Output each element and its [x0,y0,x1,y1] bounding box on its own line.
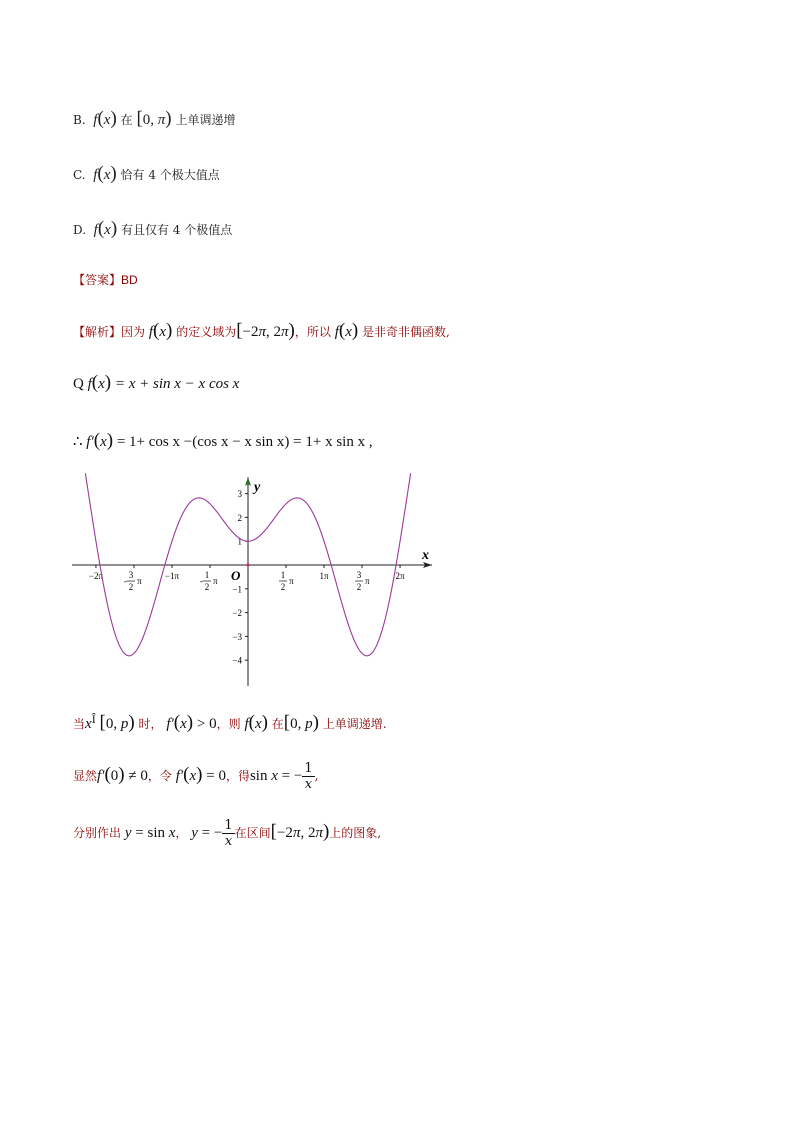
origin-point [246,563,249,566]
derivative-line: ∴ f′(x) = 1+ cos x −(cos x − x sin x) = 1+ x sin x , [73,430,373,451]
analysis-tag: 【解析】 [73,325,122,339]
fx-expr: f [93,112,98,128]
origin-label: O [231,568,241,583]
zero-condition-line: 显然f′(0) ≠ 0，令 f′(x) = 0，得sin x = − $\frac{1}{x}$ , [73,761,319,792]
y-tick-label: −3 [232,631,242,642]
draw-graphs-line: 分别作出 y = sin x， y = − $\frac{1}{x}$ 在区间[−2π, 2π)上的图象, [73,818,382,849]
x-tick-label-denominator: 2 [280,582,286,592]
y-tick-label: −1 [232,584,242,595]
analysis-line: 【解析】因为 f(x) 的定义域为[−2π, 2π)，所以 f(x) 是非奇非偶函数, [73,320,450,341]
x-tick-label-pi: π [365,576,370,586]
x-axis-label: x [422,548,429,563]
x-tick-label: −2π [88,571,104,581]
answer-value: BD [121,273,138,287]
y-tick-label: 1 [237,536,242,547]
x-tick-label-sign: - [199,576,203,586]
x-tick-label-denominator: 2 [356,582,362,592]
x-tick-label-numerator: 1 [280,570,286,580]
x-tick-label-pi: π [212,576,218,586]
y-tick-label: −4 [232,655,242,666]
option-b-label: B. [73,113,86,127]
y-tick-label: −2 [232,608,242,619]
y-tick-label: 3 [237,489,242,500]
x-tick-label-denominator: 2 [204,582,210,592]
interval-0-pi: 0, π [142,112,166,128]
x-tick-label: −1π [164,571,180,581]
monotonic-line: 当xÎ [0, p) 时， f′(x) > 0，则 f(x) 在[0, p) 上单调递增. [73,712,387,733]
x-tick-label-denominator: 2 [128,582,134,592]
function-definition: Q f(x) = x + sin x − x cos x [73,372,240,393]
x-tick-label-sign: - [123,576,127,586]
fraction-1-over-x: $\frac{1}{x}$ [304,761,313,792]
option-d: D. f(x) 有且仅有 4 个极值点 [73,218,233,239]
answer-line [73,271,138,288]
x-tick-label-numerator: 3 [128,570,134,580]
x-tick-label-pi: π [289,576,294,586]
x-tick-label-pi: π [136,576,142,586]
answer-tag: 【答案】 [73,273,122,287]
option-b: B. f(x) 在 [0, π) 上单调递增 [73,108,236,129]
x-tick-label-numerator: 3 [356,570,362,580]
x-tick-label: 2π [395,571,405,581]
y-tick-label: 2 [237,512,242,523]
option-c: C. f(x) 恰有 4 个极大值点 [73,163,220,184]
x-tick-label: 1π [319,571,329,581]
derivative-graph [70,473,440,688]
y-axis-label: y [254,480,261,495]
x-tick-label-numerator: 1 [204,570,210,580]
